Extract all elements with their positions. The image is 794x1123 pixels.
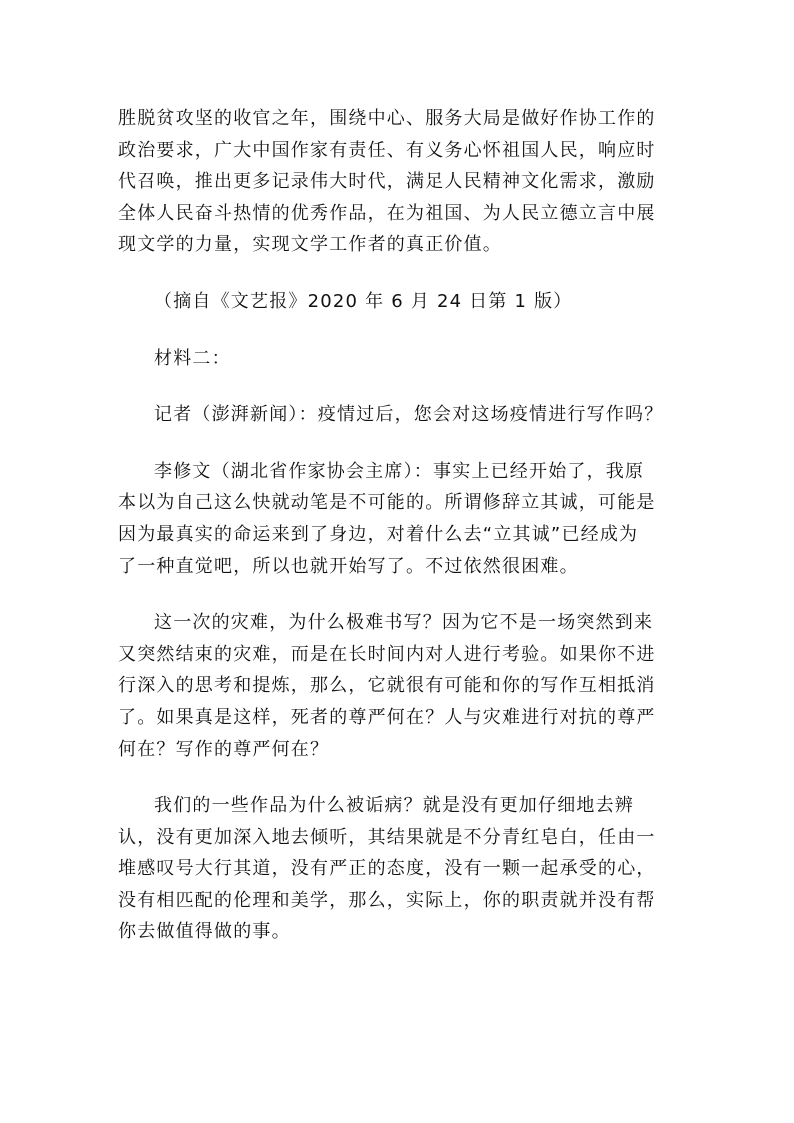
text-line: 何在？写作的尊严何在？	[118, 738, 330, 760]
text-line: 代召唤，推出更多记录伟大时代，满足人民精神文化需求，激励	[118, 171, 656, 193]
interview-answer-2	[118, 607, 678, 765]
text-line: 了。如果真是这样，死者的尊严何在？人与灾难进行对抗的尊严	[118, 706, 656, 728]
text-line: 堆感叹号大行其道，没有严正的态度，没有一颗一起承受的心，	[118, 858, 656, 880]
text-line: 记者（澎湃新闻）：疫情过后，您会对这场疫情进行写作吗？	[154, 404, 664, 426]
text-line: （摘自《文艺报》2020 年 6 月 24 日第 1 版）	[154, 290, 573, 312]
text-line: 因为最真实的命运来到了身边，对着什么去“立其诚”已经成为	[118, 523, 639, 545]
interview-question	[118, 399, 678, 431]
text-line: 行深入的思考和提炼，那么，它就很有可能和你的写作互相抵消	[118, 675, 656, 697]
text-line: 材料二：	[154, 347, 231, 369]
text-line: 本以为自己这么快就动笔是不可能的。所谓修辞立其诚，可能是	[118, 492, 656, 514]
text-line: 了一种直觉吧，所以也就开始写了。不过依然很困难。	[118, 555, 579, 577]
text-line: 没有相匹配的伦理和美学，那么，实际上，你的职责就并没有帮	[118, 889, 656, 911]
section-heading-material-2	[118, 343, 678, 375]
interview-answer-3	[118, 790, 678, 948]
text-line: 我们的一些作品为什么被诟病？就是没有更加仔细地去辨	[154, 795, 634, 817]
text-line: 你去做值得做的事。	[118, 921, 291, 943]
text-line: 李修文（湖北省作家协会主席）：事实上已经开始了，我原	[154, 460, 645, 482]
source-citation	[118, 286, 678, 318]
paragraph-1	[118, 103, 678, 261]
text-line: 又突然结束的灾难，而是在长时间内对人进行考验。如果你不进	[118, 643, 656, 665]
text-line: 胜脱贫攻坚的收官之年，围绕中心、服务大局是做好作协工作的	[118, 108, 656, 129]
text-line: 认，没有更加深入地去倾听，其结果就是不分青红皂白，任由一	[118, 826, 656, 848]
document-body	[118, 103, 678, 973]
text-line: 政治要求，广大中国作家有责任、有义务心怀祖国人民，响应时	[118, 139, 656, 161]
text-line: 全体人民奋斗热情的优秀作品，在为祖国、为人民立德立言中展	[118, 202, 656, 224]
interview-answer-1	[118, 456, 678, 582]
text-line: 这一次的灾难，为什么极难书写？因为它不是一场突然到来	[154, 612, 654, 634]
text-line: 现文学的力量，实现文学工作者的真正价值。	[118, 234, 502, 256]
